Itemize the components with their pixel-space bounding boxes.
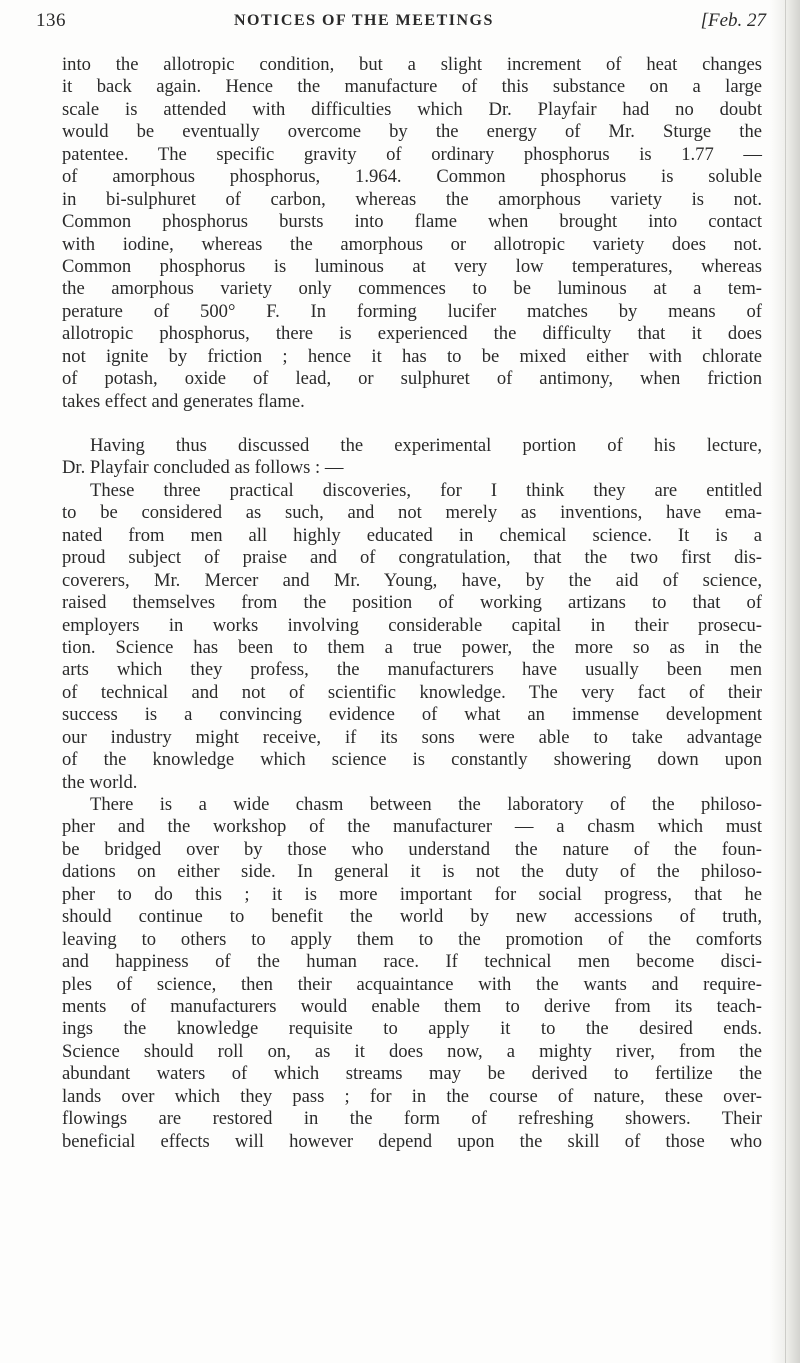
text-line: ings the knowledge requisite to apply it to the desired ends. bbox=[62, 1018, 762, 1040]
text-line: perature of 500° F. In forming lucifer matches by means of bbox=[62, 300, 762, 322]
paragraph-conclusion-intro bbox=[62, 435, 762, 480]
text-line: of amorphous phosphorus, 1.964. Common phosphorus is soluble bbox=[62, 166, 762, 188]
text-line: employers in works involving considerable capital in their prosecu- bbox=[62, 614, 762, 636]
text-line: Having thus discussed the experimental portion of his lecture, bbox=[90, 435, 762, 456]
text-line: patentee. The specific gravity of ordinary phosphorus is 1.77 — bbox=[62, 143, 762, 165]
text-line: flowings are restored in the form of refreshing showers. Their bbox=[62, 1108, 762, 1130]
text-line: of potash, oxide of lead, or sulphuret of antimony, when friction bbox=[62, 368, 762, 390]
running-head-title: NOTICES OF THE MEETINGS bbox=[234, 12, 494, 29]
page-number: 136 bbox=[36, 10, 66, 31]
text-line: with iodine, whereas the amorphous or allotropic variety does not. bbox=[62, 233, 762, 255]
text-line: arts which they profess, the manufacturers have usually been men bbox=[62, 659, 762, 681]
text-line: our industry might receive, if its sons were able to take advantage bbox=[62, 726, 762, 748]
text-line: allotropic phosphorus, there is experienced the difficulty that it does bbox=[62, 323, 762, 345]
text-line: and happiness of the human race. If technical men become disci- bbox=[62, 951, 762, 973]
paragraph-spacer bbox=[62, 413, 762, 435]
text-line: pher to do this ; it is more important for social progress, that he bbox=[62, 883, 762, 905]
text-line: raised themselves from the position of working artizans to that of bbox=[62, 592, 762, 614]
text-line: abundant waters of which streams may be derived to fertilize the bbox=[62, 1063, 762, 1085]
page-gutter-line bbox=[785, 0, 786, 1363]
paragraph-chasm bbox=[62, 794, 762, 1153]
running-head-date: [Feb. 27 bbox=[700, 10, 766, 31]
running-head bbox=[36, 6, 766, 36]
text-line: beneficial effects will however depend upon the skill of those who bbox=[62, 1130, 762, 1152]
text-line: the world. bbox=[62, 771, 138, 793]
text-line: proud subject of praise and of congratulation, that the two first dis- bbox=[62, 547, 762, 569]
text-line: These three practical discoveries, for I think they are entitled bbox=[90, 479, 762, 501]
text-line: success is a convincing evidence of what an immense development bbox=[62, 704, 762, 726]
text-line: There is a wide chasm between the laboratory of the philoso- bbox=[90, 794, 762, 815]
body-text bbox=[62, 54, 762, 1153]
text-line: in bi-sulphuret of carbon, whereas the amorphous variety is not. bbox=[62, 188, 762, 210]
text-line: coverers, Mr. Mercer and Mr. Young, have, by the aid of science, bbox=[62, 569, 762, 591]
text-line: would be eventually overcome by the energy of Mr. Sturge the bbox=[62, 121, 762, 143]
text-line: be bridged over by those who understand the nature of the foun- bbox=[62, 838, 762, 860]
text-line: ples of science, then their acquaintance with the wants and require- bbox=[62, 973, 762, 995]
text-line: leaving to others to apply them to the promotion of the comforts bbox=[62, 928, 762, 950]
text-line: Common phosphorus bursts into flame when brought into contact bbox=[62, 211, 762, 233]
text-line: takes effect and generates flame. bbox=[62, 390, 305, 412]
text-line: of the knowledge which science is constantly showering down upon bbox=[62, 749, 762, 771]
paragraph-discoveries bbox=[62, 480, 762, 794]
text-line: the amorphous variety only commences to be luminous at a tem- bbox=[62, 278, 762, 300]
text-line: of technical and not of scientific knowledge. The very fact of their bbox=[62, 681, 762, 703]
text-line: Common phosphorus is luminous at very low temperatures, whereas bbox=[62, 255, 762, 277]
text-line: not ignite by friction ; hence it has to be mixed either with chlorate bbox=[62, 345, 762, 367]
text-line: Science should roll on, as it does now, a mighty river, from the bbox=[62, 1040, 762, 1062]
text-line: ments of manufacturers would enable them to derive from its teach- bbox=[62, 995, 762, 1017]
text-line: dations on either side. In general it is not the duty of the philoso- bbox=[62, 861, 762, 883]
text-line: scale is attended with difficulties which Dr. Playfair had no doubt bbox=[62, 98, 762, 120]
text-line: it back again. Hence the manufacture of this substance on a large bbox=[62, 76, 762, 98]
text-line: should continue to benefit the world by new accessions of truth, bbox=[62, 906, 762, 928]
paragraph-phosphorus bbox=[62, 54, 762, 413]
text-line: to be considered as such, and not merely as inventions, have ema- bbox=[62, 502, 762, 524]
text-line: nated from men all highly educated in chemical science. It is a bbox=[62, 524, 762, 546]
text-line: Dr. Playfair concluded as follows : — bbox=[62, 457, 344, 479]
text-line: tion. Science has been to them a true power, the more so as in the bbox=[62, 636, 762, 658]
text-line: pher and the workshop of the manufacturer — a chasm which must bbox=[62, 816, 762, 838]
text-line: into the allotropic condition, but a slight increment of heat changes bbox=[62, 54, 762, 75]
text-line: lands over which they pass ; for in the course of nature, these over- bbox=[62, 1085, 762, 1107]
